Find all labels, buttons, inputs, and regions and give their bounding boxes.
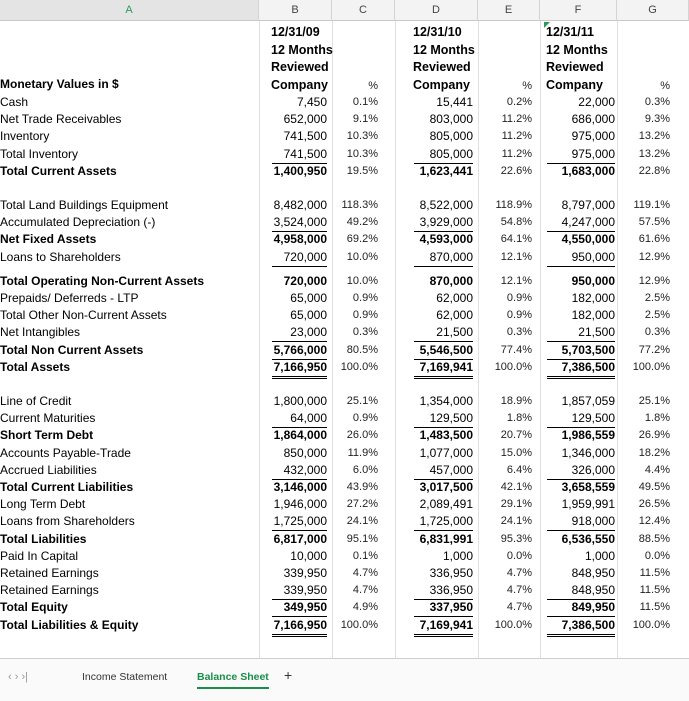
- percent-cell[interactable]: 43.9%: [346, 481, 378, 493]
- value-cell[interactable]: 336,950: [414, 582, 473, 600]
- period-header-basis: Reviewed: [413, 60, 471, 75]
- period-header-entity: Company: [271, 77, 328, 92]
- percent-cell[interactable]: 61.6%: [638, 233, 670, 246]
- value-cell[interactable]: 8,797,000: [561, 198, 615, 212]
- column-gridline: [395, 21, 396, 658]
- row-label: Total Operating Non-Current Assets: [0, 273, 205, 288]
- percent-cell[interactable]: 27.2%: [346, 498, 378, 511]
- percent-cell[interactable]: 29.1%: [500, 498, 532, 511]
- percent-cell[interactable]: 0.0%: [644, 549, 670, 562]
- percent-cell[interactable]: 4.4%: [644, 463, 670, 476]
- percent-cell[interactable]: 0.1%: [352, 549, 378, 562]
- period-header-period: 12 Months: [271, 42, 333, 57]
- value-cell[interactable]: 3,146,000: [273, 480, 327, 494]
- row-label: Net Fixed Assets: [0, 232, 97, 247]
- value-cell[interactable]: 1,077,000: [419, 445, 473, 460]
- percent-cell[interactable]: 0.9%: [352, 292, 378, 304]
- value-cell[interactable]: 1,725,000: [272, 513, 327, 531]
- value-cell[interactable]: 182,000: [571, 308, 615, 323]
- row-label: Total Equity: [0, 600, 68, 615]
- row-label: Accumulated Depreciation (-): [0, 215, 156, 230]
- percent-cell[interactable]: 42.1%: [500, 481, 532, 493]
- column-gridline: [478, 21, 479, 658]
- percent-header: %: [368, 80, 378, 92]
- percent-cell[interactable]: 0.2%: [506, 96, 532, 108]
- value-cell[interactable]: 850,000: [283, 445, 327, 460]
- value-cell[interactable]: 7,450: [296, 95, 327, 109]
- column-gridline: [332, 21, 333, 658]
- value-cell[interactable]: 62,000: [436, 291, 473, 305]
- value-cell[interactable]: 975,000: [571, 129, 615, 144]
- percent-cell[interactable]: 2.5%: [644, 292, 670, 304]
- percent-cell[interactable]: 0.9%: [506, 292, 532, 304]
- percent-cell[interactable]: 11.5%: [639, 567, 670, 579]
- row-label: Loans to Shareholders: [0, 249, 121, 264]
- percent-cell[interactable]: 4.7%: [352, 584, 378, 597]
- percent-cell[interactable]: 11.9%: [347, 446, 378, 459]
- value-cell[interactable]: 6,817,000: [273, 531, 327, 546]
- percent-cell[interactable]: 24.1%: [500, 515, 532, 528]
- row-label: Inventory: [0, 129, 50, 144]
- row-header-label: Monetary Values in $: [0, 77, 119, 91]
- percent-cell[interactable]: 11.5%: [639, 584, 670, 597]
- row-label: Total Current Assets: [0, 163, 117, 178]
- percent-cell[interactable]: 12.1%: [500, 274, 532, 287]
- value-cell[interactable]: 1,683,000: [561, 163, 615, 178]
- value-cell[interactable]: 686,000: [571, 112, 615, 127]
- percent-cell[interactable]: 100.0%: [494, 618, 532, 631]
- percent-cell[interactable]: 4.7%: [506, 567, 532, 579]
- value-cell[interactable]: 5,546,500: [414, 342, 473, 360]
- value-cell[interactable]: 339,950: [283, 566, 327, 580]
- percent-cell[interactable]: 88.5%: [638, 532, 670, 545]
- value-cell[interactable]: 950,000: [547, 249, 615, 267]
- percent-cell[interactable]: 4.7%: [506, 601, 532, 614]
- period-header-date: 12/31/09: [271, 25, 320, 39]
- value-cell[interactable]: 2,089,491: [419, 497, 473, 512]
- percent-cell[interactable]: 6.0%: [352, 463, 378, 476]
- column-header-a[interactable]: A: [0, 0, 259, 21]
- percent-cell[interactable]: 18.2%: [638, 446, 670, 459]
- row-label: Cash: [0, 95, 29, 109]
- value-cell[interactable]: 1,864,000: [273, 428, 327, 443]
- value-cell[interactable]: 65,000: [290, 308, 327, 323]
- percent-cell[interactable]: 80.5%: [346, 343, 378, 356]
- percent-header: %: [522, 80, 532, 92]
- period-header-basis: Reviewed: [546, 60, 604, 75]
- row-label: Current Maturities: [0, 411, 96, 426]
- value-cell[interactable]: 337,950: [414, 599, 473, 617]
- percent-cell[interactable]: 0.9%: [352, 412, 378, 425]
- percent-cell[interactable]: 49.5%: [638, 481, 670, 493]
- row-label: Total Other Non-Current Assets: [0, 308, 167, 323]
- percent-cell[interactable]: 100.0%: [340, 618, 378, 631]
- percent-cell[interactable]: 26.9%: [638, 429, 670, 442]
- row-label: Paid In Capital: [0, 548, 79, 563]
- value-cell[interactable]: 3,017,500: [419, 480, 473, 494]
- percent-cell[interactable]: 57.5%: [638, 216, 670, 229]
- value-cell[interactable]: 432,000: [272, 462, 327, 480]
- percent-cell[interactable]: 0.3%: [644, 326, 670, 339]
- value-cell[interactable]: 848,950: [547, 582, 615, 600]
- percent-cell[interactable]: 20.7%: [500, 429, 532, 442]
- row-label: Short Term Debt: [0, 428, 94, 443]
- row-label: Retained Earnings: [0, 583, 99, 598]
- value-cell[interactable]: 7,169,941: [414, 359, 473, 379]
- sheet-tab-bar: [0, 658, 689, 701]
- percent-header: %: [660, 80, 670, 92]
- percent-cell[interactable]: 64.1%: [500, 233, 532, 246]
- percent-cell[interactable]: 12.9%: [638, 274, 670, 287]
- row-label: Loans from Shareholders: [0, 514, 135, 529]
- percent-cell[interactable]: 0.3%: [352, 326, 378, 339]
- value-cell[interactable]: 805,000: [414, 146, 473, 164]
- percent-cell[interactable]: 4.7%: [352, 567, 378, 579]
- value-cell[interactable]: 720,000: [283, 273, 327, 288]
- percent-cell[interactable]: 26.0%: [346, 429, 378, 442]
- value-cell[interactable]: 652,000: [283, 112, 327, 127]
- percent-cell[interactable]: 2.5%: [644, 309, 670, 322]
- percent-cell[interactable]: 9.1%: [352, 113, 378, 126]
- percent-cell[interactable]: 0.1%: [352, 96, 378, 108]
- percent-cell[interactable]: 0.3%: [644, 96, 670, 108]
- value-cell[interactable]: 1,000: [442, 548, 473, 563]
- percent-cell[interactable]: 11.5%: [639, 601, 670, 614]
- value-cell[interactable]: 7,169,941: [414, 617, 473, 637]
- row-label: Accrued Liabilities: [0, 462, 97, 477]
- value-cell[interactable]: 457,000: [414, 462, 473, 480]
- percent-cell[interactable]: 25.1%: [638, 395, 670, 407]
- value-cell[interactable]: 64,000: [272, 410, 327, 428]
- value-cell[interactable]: 7,386,500: [547, 617, 615, 637]
- percent-cell[interactable]: 1.8%: [644, 412, 670, 425]
- row-label: Total Land Buildings Equipment: [0, 198, 169, 212]
- value-cell[interactable]: 805,000: [429, 129, 473, 144]
- percent-cell[interactable]: 9.3%: [644, 113, 670, 126]
- percent-cell[interactable]: 10.3%: [346, 130, 378, 143]
- add-sheet-button[interactable]: +: [284, 667, 293, 683]
- percent-cell[interactable]: 22.6%: [500, 164, 532, 177]
- percent-cell[interactable]: 18.9%: [500, 395, 532, 407]
- value-cell[interactable]: 65,000: [290, 291, 327, 305]
- percent-cell[interactable]: 95.3%: [500, 532, 532, 545]
- value-cell[interactable]: 1,354,000: [419, 394, 473, 408]
- value-cell[interactable]: 182,000: [571, 291, 615, 305]
- row-label: Retained Earnings: [0, 566, 99, 580]
- row-label: Total Liabilities: [0, 531, 87, 546]
- row-label: Total Current Liabilities: [0, 480, 134, 494]
- percent-cell[interactable]: 100.0%: [494, 360, 532, 373]
- percent-cell[interactable]: 22.8%: [638, 164, 670, 177]
- percent-cell[interactable]: 118.3%: [341, 199, 378, 211]
- value-cell[interactable]: 1,857,059: [561, 394, 615, 408]
- period-header-period: 12 Months: [546, 42, 608, 57]
- value-cell[interactable]: 22,000: [578, 95, 615, 109]
- row-label: Total Liabilities & Equity: [0, 617, 139, 632]
- percent-cell[interactable]: 95.1%: [346, 532, 378, 545]
- percent-cell[interactable]: 15.0%: [500, 446, 532, 459]
- value-cell[interactable]: 803,000: [429, 112, 473, 127]
- row-label: Accounts Payable-Trade: [0, 445, 131, 460]
- value-cell[interactable]: 21,500: [414, 324, 473, 342]
- value-cell[interactable]: 918,000: [547, 513, 615, 531]
- value-cell[interactable]: 4,550,000: [561, 232, 615, 247]
- value-cell[interactable]: 129,500: [414, 410, 473, 428]
- percent-cell[interactable]: 11.2%: [501, 147, 532, 160]
- column-header-b[interactable]: B: [259, 0, 332, 21]
- value-cell[interactable]: 741,500: [283, 129, 327, 144]
- percent-cell[interactable]: 100.0%: [340, 360, 378, 373]
- row-label: Total Non Current Assets: [0, 342, 144, 357]
- percent-cell[interactable]: 12.9%: [638, 250, 670, 263]
- column-gridline: [617, 21, 618, 658]
- percent-cell[interactable]: 13.2%: [638, 130, 670, 143]
- column-header-f[interactable]: F: [540, 0, 617, 21]
- value-cell[interactable]: 10,000: [290, 548, 327, 563]
- value-cell[interactable]: 349,950: [272, 599, 327, 617]
- percent-cell[interactable]: 19.5%: [346, 164, 378, 177]
- period-header-period: 12 Months: [413, 42, 475, 57]
- percent-cell[interactable]: 100.0%: [632, 618, 670, 631]
- value-cell[interactable]: 5,766,000: [272, 342, 327, 360]
- value-cell[interactable]: 6,831,991: [419, 531, 473, 546]
- row-label: Net Intangibles: [0, 325, 81, 340]
- percent-cell[interactable]: 10.0%: [346, 250, 378, 263]
- column-gridline: [259, 21, 260, 658]
- value-cell[interactable]: 1,946,000: [273, 497, 327, 512]
- value-cell[interactable]: 62,000: [436, 308, 473, 323]
- value-cell[interactable]: 336,950: [429, 566, 473, 580]
- value-cell[interactable]: 720,000: [272, 249, 327, 267]
- percent-cell[interactable]: 26.5%: [638, 498, 670, 511]
- percent-cell[interactable]: 12.1%: [500, 250, 532, 263]
- period-header-entity: Company: [546, 77, 603, 92]
- period-header-date: 12/31/11: [546, 25, 594, 39]
- percent-cell[interactable]: 49.2%: [346, 216, 378, 229]
- value-cell[interactable]: 950,000: [571, 273, 615, 288]
- percent-cell[interactable]: 119.1%: [633, 199, 670, 211]
- value-cell[interactable]: 129,500: [547, 410, 615, 428]
- value-cell[interactable]: 1,986,559: [561, 428, 615, 443]
- percent-cell[interactable]: 12.4%: [638, 515, 670, 528]
- percent-cell[interactable]: 54.8%: [500, 216, 532, 229]
- value-cell[interactable]: 5,703,500: [547, 342, 615, 360]
- row-label: Total Assets: [0, 359, 71, 374]
- value-cell[interactable]: 975,000: [547, 146, 615, 164]
- percent-cell[interactable]: 25.1%: [346, 395, 378, 407]
- value-cell[interactable]: 1,800,000: [273, 394, 327, 408]
- row-label: Long Term Debt: [0, 497, 86, 512]
- percent-cell[interactable]: 0.0%: [506, 549, 532, 562]
- value-cell[interactable]: 23,000: [272, 324, 327, 342]
- value-cell[interactable]: 8,522,000: [419, 198, 473, 212]
- column-header-d[interactable]: D: [395, 0, 478, 21]
- row-label: Prepaids/ Deferreds - LTP: [0, 291, 139, 305]
- period-header-date: 12/31/10: [413, 25, 462, 39]
- row-label: Total Inventory: [0, 146, 79, 161]
- percent-cell[interactable]: 69.2%: [346, 233, 378, 246]
- value-cell[interactable]: 3,929,000: [414, 214, 473, 232]
- value-cell[interactable]: 4,247,000: [547, 214, 615, 232]
- column-gridline: [540, 21, 541, 658]
- value-cell[interactable]: 1,346,000: [561, 445, 615, 460]
- value-cell[interactable]: 7,386,500: [547, 359, 615, 379]
- value-cell[interactable]: 3,524,000: [272, 214, 327, 232]
- value-cell[interactable]: 4,593,000: [419, 232, 473, 247]
- tab-balance-sheet[interactable]: Balance Sheet: [197, 667, 269, 689]
- percent-cell[interactable]: 24.1%: [346, 515, 378, 528]
- percent-cell[interactable]: 6.4%: [506, 463, 532, 476]
- percent-cell[interactable]: 1.8%: [506, 412, 532, 425]
- value-cell[interactable]: 1,483,500: [419, 428, 473, 443]
- percent-cell[interactable]: 77.4%: [500, 343, 532, 356]
- sheet-nav-arrows[interactable]: ‹ › ›|: [8, 671, 28, 683]
- period-header-basis: Reviewed: [271, 60, 329, 75]
- value-cell[interactable]: 1,000: [584, 548, 615, 563]
- percent-cell[interactable]: 13.2%: [638, 147, 670, 160]
- value-cell[interactable]: 3,658,559: [561, 480, 615, 494]
- value-cell[interactable]: 1,400,950: [273, 163, 327, 178]
- percent-cell[interactable]: 11.2%: [501, 130, 532, 143]
- percent-cell[interactable]: 77.2%: [638, 343, 670, 356]
- percent-cell[interactable]: 0.9%: [352, 309, 378, 322]
- percent-cell[interactable]: 11.2%: [501, 113, 532, 126]
- value-cell[interactable]: 326,000: [547, 462, 615, 480]
- percent-cell[interactable]: 0.3%: [506, 326, 532, 339]
- value-cell[interactable]: 21,500: [547, 324, 615, 342]
- value-cell[interactable]: 15,441: [436, 95, 473, 109]
- percent-cell[interactable]: 118.9%: [495, 199, 532, 211]
- row-label: Net Trade Receivables: [0, 112, 122, 127]
- percent-cell[interactable]: 10.0%: [346, 274, 378, 287]
- value-cell[interactable]: 6,536,550: [561, 531, 615, 546]
- value-cell[interactable]: 870,000: [414, 249, 473, 267]
- percent-cell[interactable]: 0.9%: [506, 309, 532, 322]
- tab-income-statement[interactable]: Income Statement: [82, 671, 168, 683]
- percent-cell[interactable]: 100.0%: [632, 360, 670, 373]
- period-header-entity: Company: [413, 77, 470, 92]
- value-cell[interactable]: 1,959,991: [561, 497, 615, 512]
- percent-cell[interactable]: 4.9%: [352, 601, 378, 614]
- percent-cell[interactable]: 4.7%: [506, 584, 532, 597]
- value-cell[interactable]: 1,725,000: [414, 513, 473, 531]
- row-label: Line of Credit: [0, 394, 72, 408]
- value-cell[interactable]: 848,950: [571, 566, 615, 580]
- value-cell[interactable]: 7,166,950: [272, 359, 327, 379]
- value-cell[interactable]: 870,000: [429, 273, 473, 288]
- value-cell[interactable]: 7,166,950: [272, 617, 327, 637]
- value-cell[interactable]: 8,482,000: [273, 198, 327, 212]
- value-cell[interactable]: 4,958,000: [273, 232, 327, 247]
- column-header-g[interactable]: G: [617, 0, 689, 21]
- value-cell[interactable]: 849,950: [547, 599, 615, 617]
- value-cell[interactable]: 741,500: [272, 146, 327, 164]
- column-header-e[interactable]: E: [478, 0, 540, 21]
- value-cell[interactable]: 1,623,441: [419, 163, 473, 178]
- column-header-c[interactable]: C: [332, 0, 395, 21]
- value-cell[interactable]: 339,950: [272, 582, 327, 600]
- percent-cell[interactable]: 10.3%: [346, 147, 378, 160]
